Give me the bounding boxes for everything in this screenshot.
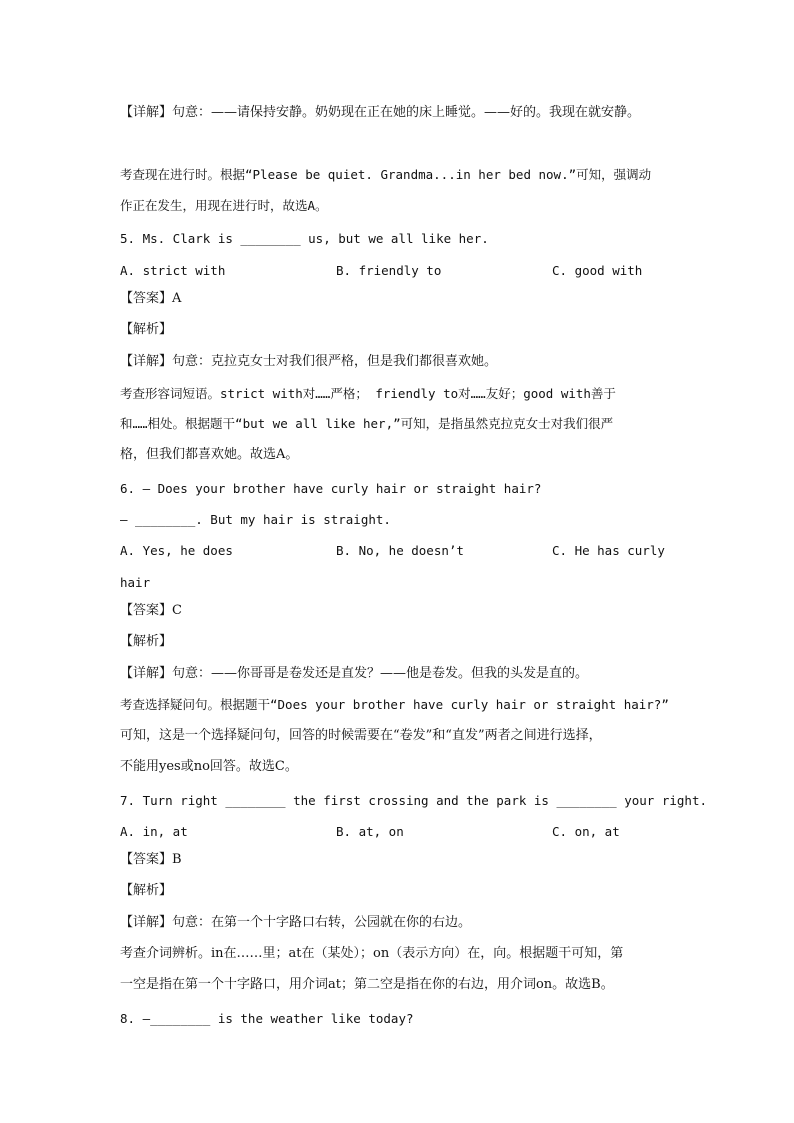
question-6-stem: 6. — Does your brother have curly hair or straight hair? — [120, 481, 542, 496]
detail-line: 【详解】句意：——你哥哥是卷发还是直发？——他是卷发。但我的头发是直的。 — [120, 666, 589, 681]
option-a: A. in, at — [120, 824, 188, 839]
option-a: A. strict with — [120, 263, 226, 278]
analysis-line: 格，但我们都喜欢她。故选A。 — [120, 447, 299, 462]
option-b: B. friendly to — [336, 263, 442, 278]
jiexi-label: 【解析】 — [120, 322, 173, 337]
analysis-line: 作正在发生，用现在进行时，故选A。 — [120, 198, 328, 213]
analysis-line: 考查选择疑问句。根据题干“Does your brother have curly hair or straight hair?” — [120, 697, 669, 712]
question-8-stem: 8. —________ is the weather like today? — [120, 1011, 414, 1026]
answer-label: 【答案】A — [120, 291, 182, 306]
question-5-stem: 5. Ms. Clark is ________ us, but we all like her. — [120, 231, 489, 246]
option-c-wrap: hair — [120, 575, 151, 590]
detail-line: 【详解】句意：在第一个十字路口右转，公园就在你的右边。 — [120, 915, 472, 930]
analysis-line: 考查形容词短语。strict with对……严格； friendly to对……友好；good with善于 — [120, 386, 616, 401]
analysis-line: 可知，这是一个选择疑问句，回答的时候需要在“卷发”和“直发”两者之间进行选择， — [120, 728, 602, 743]
analysis-line: 和……相处。根据题干“but we all like her,”可知，是指虽然克拉克女士对我们很严 — [120, 416, 614, 431]
option-c: C. He has curly — [552, 543, 665, 558]
option-a: A. Yes, he does — [120, 543, 233, 558]
analysis-line: 不能用yes或no回答。故选C。 — [120, 759, 298, 774]
analysis-line: 考查现在进行时。根据“Please be quiet. Grandma...in her bed now.”可知，强调动 — [120, 167, 652, 182]
option-b: B. at, on — [336, 824, 404, 839]
question-7-stem: 7. Turn right ________ the first crossing and the park is ________ your right. — [120, 793, 707, 808]
analysis-line: 考查介词辨析。in在……里；at在（某处）；on（表示方向）在，向。根据题干可知，第 — [120, 946, 624, 961]
detail-line: 【详解】句意：克拉克女士对我们很严格，但是我们都很喜欢她。 — [120, 354, 498, 369]
option-c: C. on, at — [552, 824, 620, 839]
answer-label: 【答案】B — [120, 852, 182, 867]
detail-line: 【详解】句意：——请保持安静。奶奶现在正在她的床上睡觉。——好的。我现在就安静。 — [120, 105, 641, 120]
jiexi-label: 【解析】 — [120, 883, 173, 898]
answer-label: 【答案】C — [120, 603, 182, 618]
option-c: C. good with — [552, 263, 643, 278]
option-b: B. No, he doesn’t — [336, 543, 464, 558]
jiexi-label: 【解析】 — [120, 634, 173, 649]
analysis-line: 一空是指在第一个十字路口，用介词at；第二空是指在你的右边，用介词on。故选B。 — [120, 977, 614, 992]
question-6-stem-reply: — ________. But my hair is straight. — [120, 512, 391, 527]
